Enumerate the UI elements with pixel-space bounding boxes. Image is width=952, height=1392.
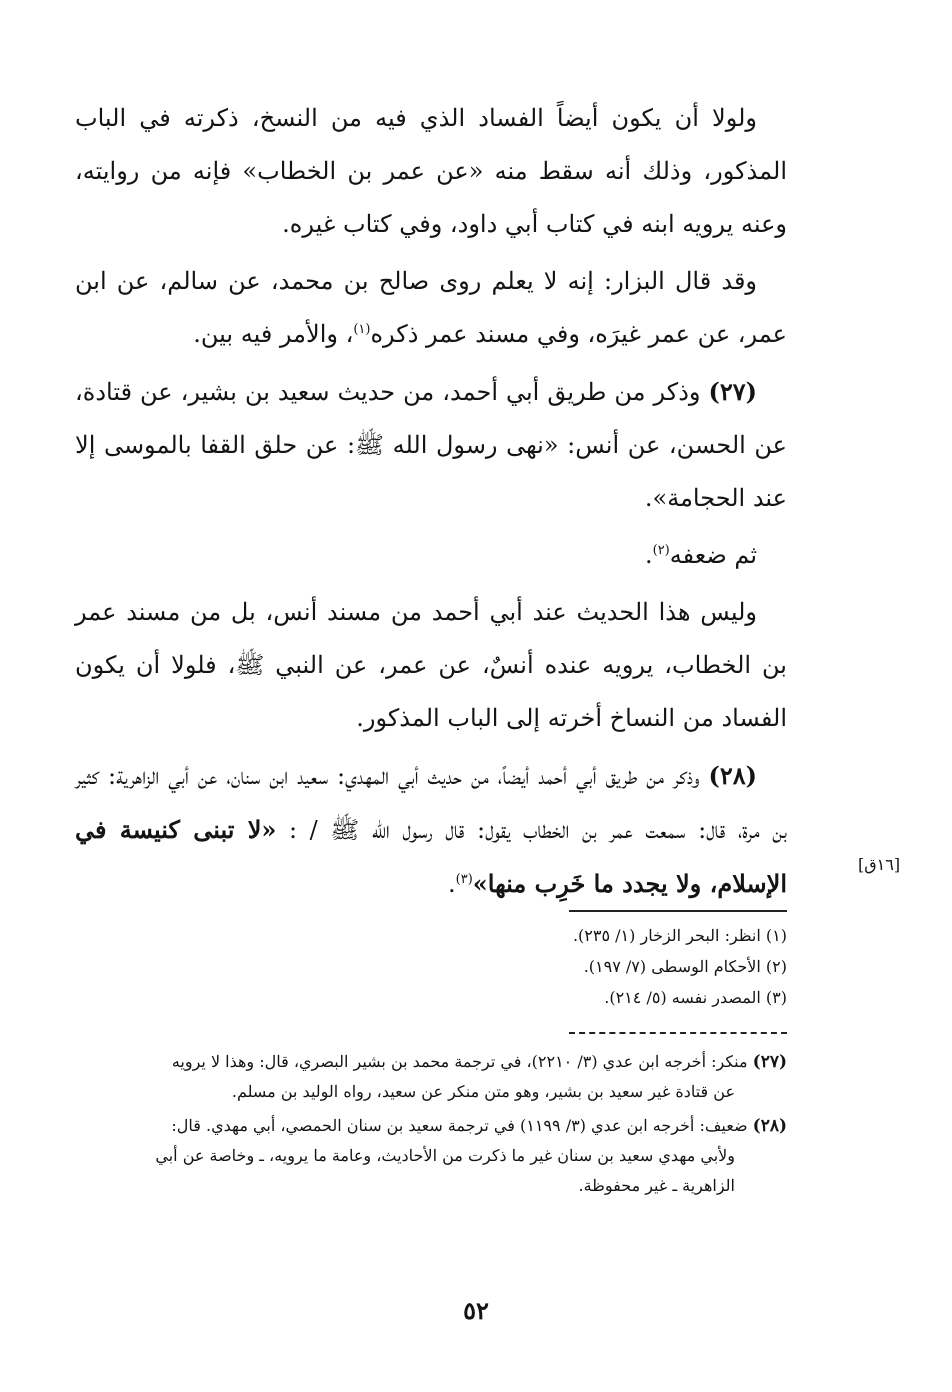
paragraph-4-text: ثم ضعفه	[669, 541, 757, 569]
commentary-line	[75, 1047, 787, 1077]
footnote-2: (٢) الأحكام الوسطى (٧/ ١٩٧).	[583, 957, 787, 976]
margin-folio-note: [١٦ق]	[858, 855, 901, 874]
paragraph-5-text: وليس هذا الحديث عند أبي أحمد من مسند أنس، بل من مسند عمر بن الخطاب، يرويه عنده أنسٌ، عن عمر، عن النبي ﷺ، فلولا أن يكون الفساد من النساخ أخرته إلى الباب المذكور.	[75, 598, 787, 732]
footnote-ref-1: (١)	[353, 322, 371, 337]
paragraph-1-text: ولولا أن يكون أيضاً الفساد الذي فيه من النسخ، ذكرته في الباب المذكور، وذلك أنه سقط منه «عن عمر بن الخطاب» فإنه من روايته، وعنه يرويه ابنه في كتاب أبي داود، وفي كتاب غيره.	[75, 104, 787, 238]
paragraph-3-text: وذكر من طريق أبي أحمد، من حديث سعيد بن بشير، عن قتادة، عن الحسن، عن أنس: «نهى رسول الله ﷺ: عن حلق القفا بالموسى إلا عند الحجامة».	[75, 378, 787, 512]
paragraph-2	[75, 255, 787, 361]
paragraph-4-tail: .	[644, 541, 653, 569]
hadith-quote: «لا تبنى كنيسة في الإسلام، ولا يجدد ما خَرِب منها»	[75, 815, 787, 898]
footnote-ref-3: (٣)	[455, 872, 473, 887]
paragraph-6	[75, 749, 787, 911]
paragraph-2-text: وقد قال البزار: إنه لا يعلم روى صالح بن محمد، عن سالم، عن ابن عمر، عن عمر غيرَه، وفي مسند عمر ذكره	[75, 267, 787, 348]
paragraph-2-tail: ، والأمر فيه بين.	[193, 320, 354, 348]
paragraph-6-tail: .	[448, 870, 456, 898]
commentary-continuation: الزاهرية ـ غير محفوظة.	[578, 1176, 735, 1195]
paragraph-5	[75, 586, 787, 745]
paragraph-4	[75, 529, 787, 582]
commentary-continuation: عن قتادة غير سعيد بن بشير، وهو متن منكر عن سعيد، رواه الوليد بن مسلم.	[231, 1082, 735, 1101]
paragraph-3	[75, 365, 787, 525]
commentary-divider	[569, 1032, 787, 1034]
commentary-line	[75, 1111, 787, 1141]
paragraph-1	[75, 92, 787, 251]
commentary-number: (٢٧)	[752, 1052, 787, 1072]
commentary	[75, 1047, 787, 1205]
footnote-ref-2: (٢)	[652, 543, 670, 558]
hadith-number-28: (٢٨)	[708, 761, 757, 790]
footnotes	[75, 920, 787, 1013]
page-number: ٥٢	[463, 1296, 489, 1325]
commentary-number: (٢٨)	[752, 1116, 787, 1136]
footnote-3: (٣) المصدر نفسه (٥/ ٢١٤).	[604, 988, 787, 1007]
paragraph-6-text: وذكر من طريق أبي أحمد أيضاً، من حديث أبي المهدي: سعيد ابن سنان، عن أبي الزاهرية: كثير بن مرة، قال: سمعت عمر بن الخطاب يقول: قال رسول الله ﷺ / :	[75, 762, 787, 844]
commentary-text: ضعيف: أخرجه ابن عدي (٣/ ١١٩٩) في ترجمة سعيد بن سنان الحمصي، أبي مهدي. قال:	[171, 1116, 748, 1135]
commentary-item-28	[75, 1111, 787, 1201]
footnote-divider	[569, 910, 787, 912]
footnote-1: (١) انظر: البحر الزخار (١/ ٢٣٥).	[572, 926, 787, 945]
hadith-number-27: (٢٧)	[708, 377, 757, 406]
commentary-item-27	[75, 1047, 787, 1107]
commentary-text: منكر: أخرجه ابن عدي (٣/ ٢٢١٠)، في ترجمة محمد بن بشير البصري، قال: وهذا لا يرويه	[171, 1052, 748, 1071]
main-text	[75, 92, 787, 915]
commentary-continuation: ولأبي مهدي سعيد بن سنان غير ما ذكرت من الأحاديث، وعامة ما يرويه، ـ وخاصة عن أبي	[155, 1146, 735, 1165]
